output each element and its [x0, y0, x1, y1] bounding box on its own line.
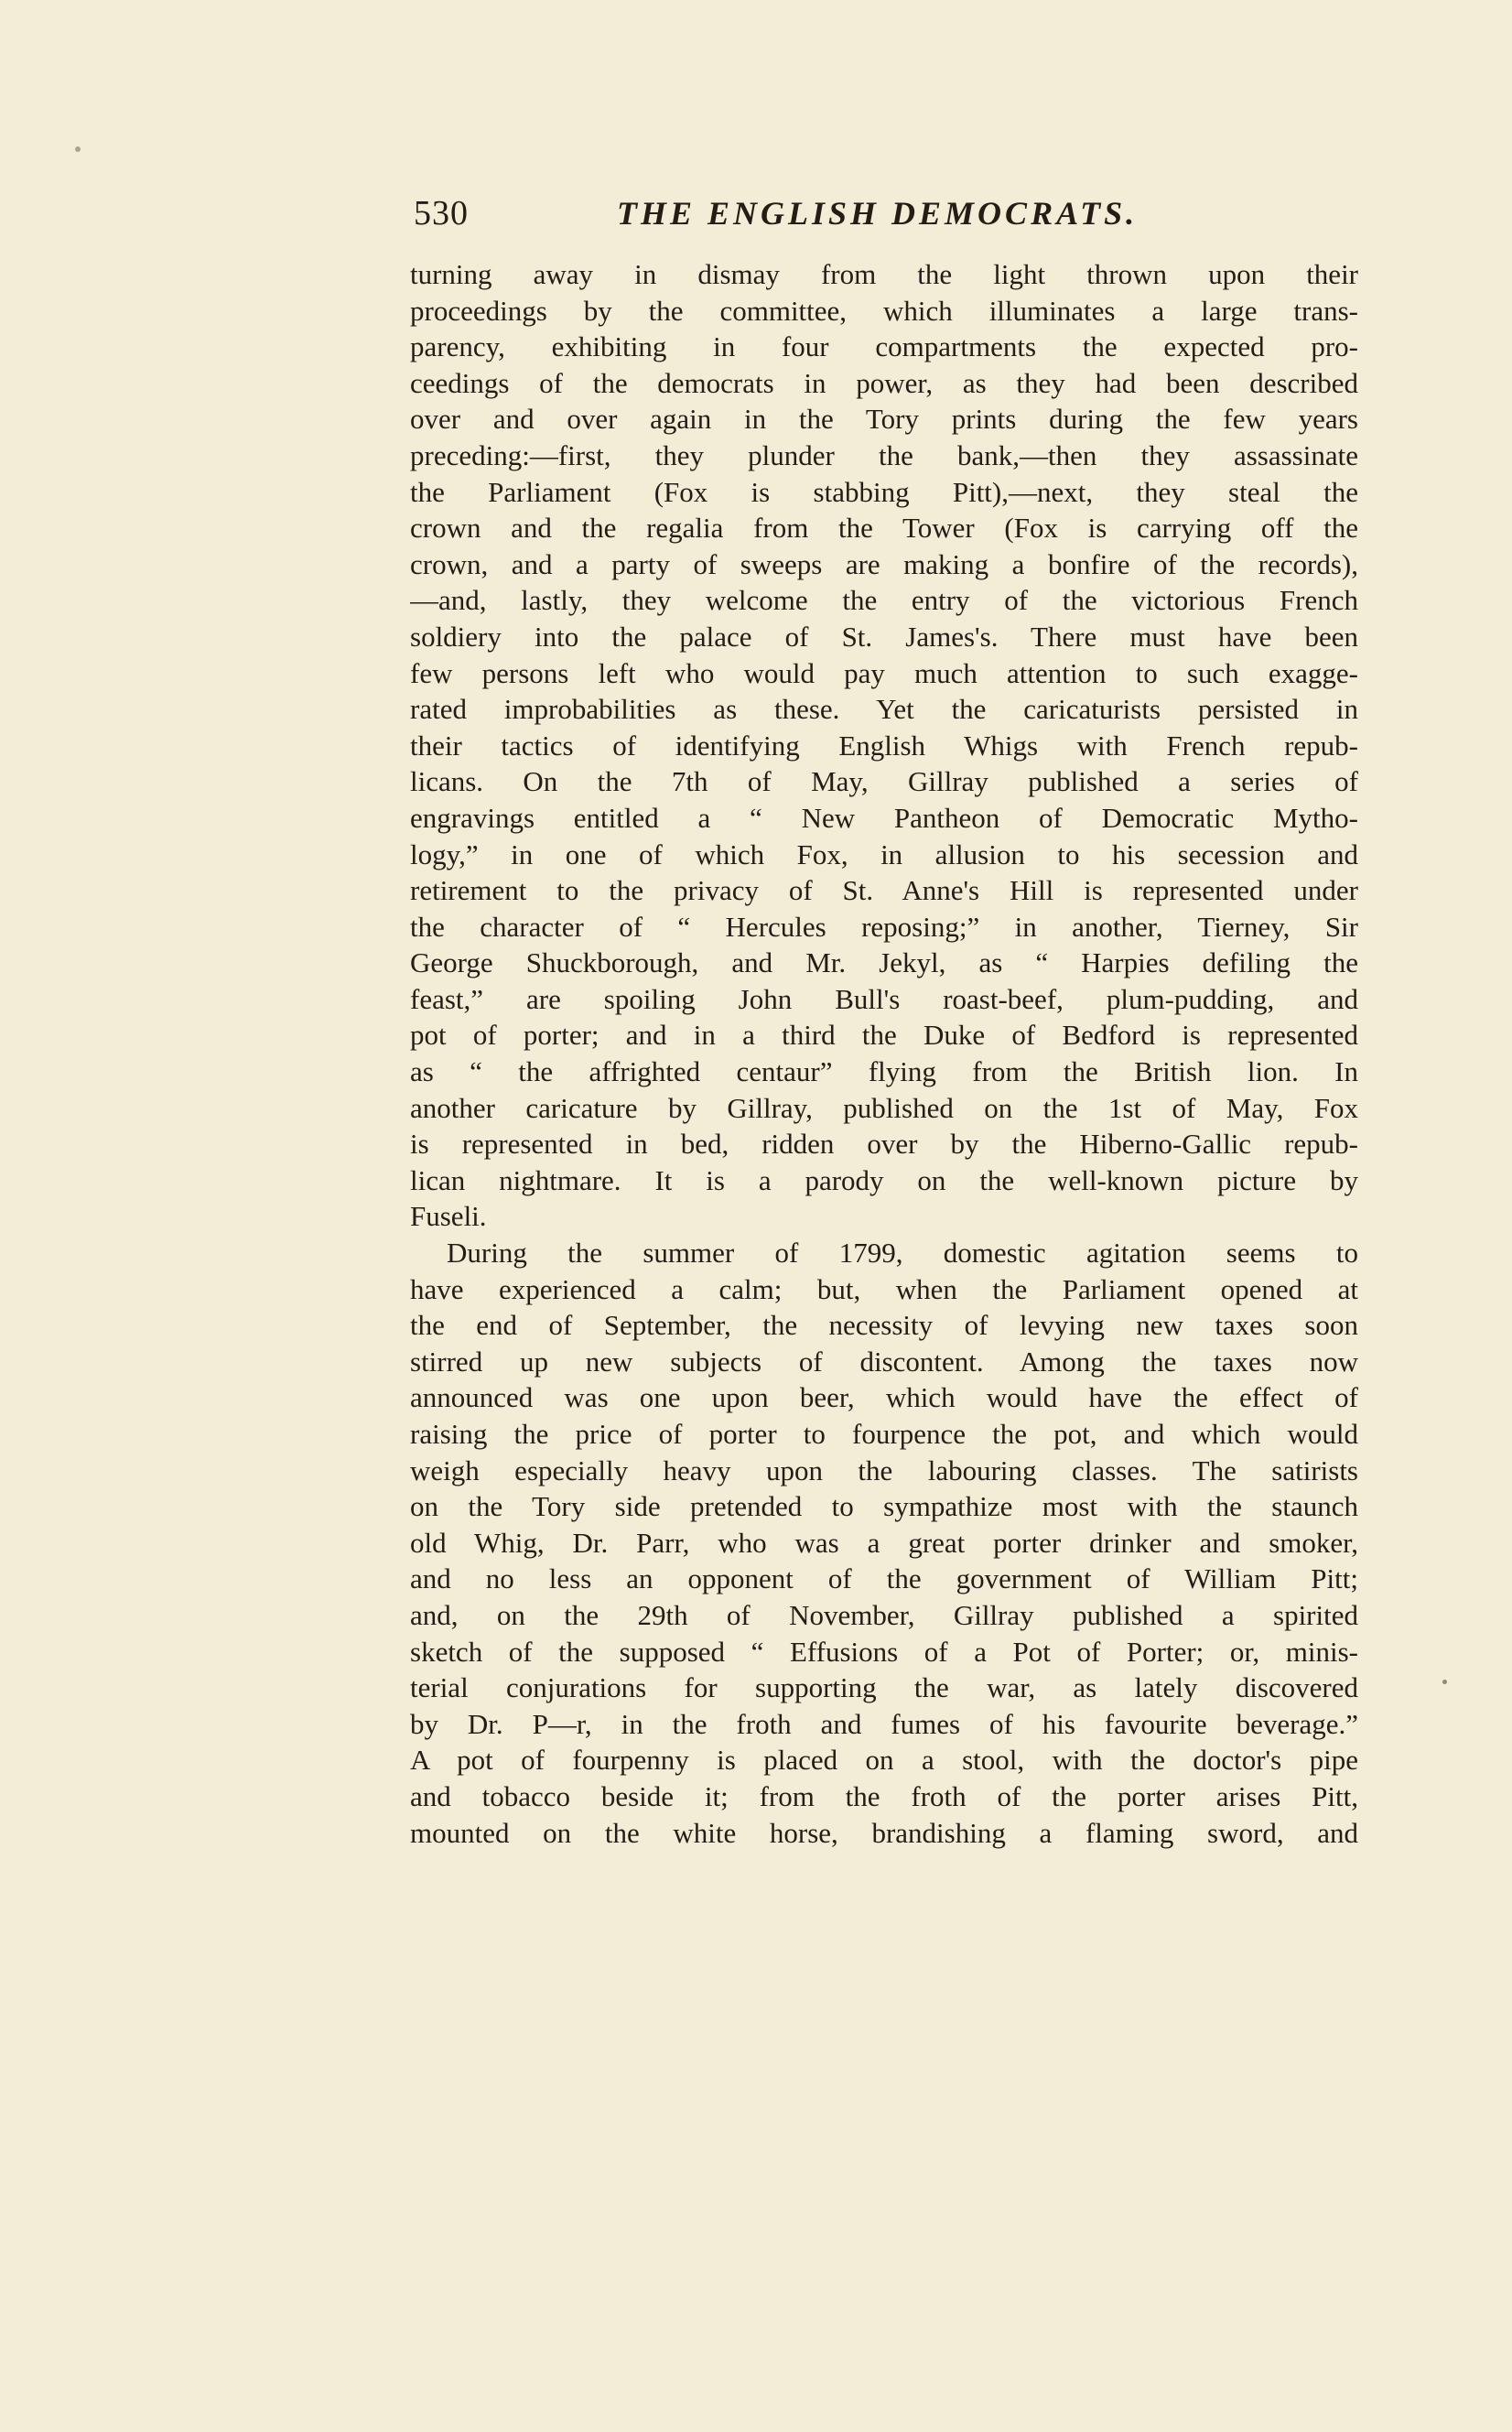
text-line: crown, and a party of sweeps are making a bonfire of the records), — [410, 547, 1358, 580]
text-line: proceedings by the committee, which illuminates a large trans- — [410, 294, 1358, 327]
text-line: rated improbabilities as these. Yet the caricaturists persisted in — [410, 693, 1358, 726]
text-line: soldiery into the palace of St. James's. There must have been — [410, 620, 1358, 653]
text-line: and no less an opponent of the government of William Pitt; — [410, 1562, 1358, 1595]
text-line: over and over again in the Tory prints during the few years — [410, 403, 1358, 436]
text-line: Fuseli. — [410, 1200, 487, 1233]
text-line: the Parliament (Fox is stabbing Pitt),—next, they steal the — [410, 475, 1358, 508]
paper-speck — [75, 146, 81, 152]
text-line: licans. On the 7th of May, Gillray published a series of — [410, 765, 1358, 798]
text-line: is represented in bed, ridden over by the Hiberno-Gallic repub- — [410, 1128, 1358, 1161]
text-line: mounted on the white horse, brandishing a flaming sword, and — [410, 1816, 1358, 1849]
paragraph — [410, 256, 1358, 1235]
text-line: announced was one upon beer, which would have the effect of — [410, 1381, 1358, 1414]
text-line: A pot of fourpenny is placed on a stool, with the doctor's pipe — [410, 1744, 1358, 1777]
text-line: by Dr. P—r, in the froth and fumes of his favourite beverage.” — [410, 1707, 1358, 1740]
text-line: and, on the 29th of November, Gillray published a spirited — [410, 1598, 1358, 1631]
text-line: pot of porter; and in a third the Duke of Bedford is represented — [410, 1019, 1358, 1052]
text-line: logy,” in one of which Fox, in allusion to his secession and — [410, 838, 1358, 870]
text-line: sketch of the supposed “ Effusions of a Pot of Porter; or, minis- — [410, 1635, 1358, 1668]
body-text — [410, 256, 1358, 1851]
text-line: preceding:—first, they plunder the bank,—then they assassinate — [410, 438, 1358, 471]
text-line: on the Tory side pretended to sympathize most with the staunch — [410, 1490, 1358, 1523]
text-line: crown and the regalia from the Tower (Fox is carrying off the — [410, 512, 1358, 545]
paper-speck — [1442, 1680, 1447, 1684]
text-line: the character of “ Hercules reposing;” in another, Tierney, Sir — [410, 910, 1358, 943]
text-line: another caricature by Gillray, published on the 1st of May, Fox — [410, 1091, 1358, 1124]
text-line: parency, exhibiting in four compartments the expected pro- — [410, 330, 1358, 363]
text-line: and tobacco beside it; from the froth of the porter arises Pitt, — [410, 1779, 1358, 1812]
text-line: During the summer of 1799, domestic agitation seems to — [447, 1237, 1358, 1270]
text-line: terial conjurations for supporting the war, as lately discovered — [410, 1671, 1358, 1704]
running-title: THE ENGLISH DEMOCRATS. — [617, 195, 1139, 232]
text-line: retirement to the privacy of St. Anne's Hill is represented under — [410, 874, 1358, 907]
text-line: as “ the affrighted centaur” flying from the British lion. In — [410, 1055, 1358, 1088]
text-line: few persons left who would pay much attention to such exagge- — [410, 656, 1358, 689]
text-line: turning away in dismay from the light thrown upon their — [410, 258, 1358, 290]
text-line: old Whig, Dr. Parr, who was a great porter drinker and smoker, — [410, 1526, 1358, 1559]
page-number: 530 — [414, 194, 469, 232]
text-line: weigh especially heavy upon the labouring classes. The satirists — [410, 1454, 1358, 1486]
text-line: have experienced a calm; but, when the Parliament opened at — [410, 1272, 1358, 1305]
text-line: feast,” are spoiling John Bull's roast-beef, plum-pudding, and — [410, 982, 1358, 1015]
text-line: lican nightmare. It is a parody on the well-known picture by — [410, 1163, 1358, 1196]
paragraph — [410, 1235, 1358, 1851]
page-header — [414, 190, 1356, 236]
text-line: stirred up new subjects of discontent. Among the taxes now — [410, 1345, 1358, 1378]
text-line: their tactics of identifying English Whigs with French repub- — [410, 729, 1358, 762]
text-line: George Shuckborough, and Mr. Jekyl, as “ Harpies defiling the — [410, 946, 1358, 979]
text-line: raising the price of porter to fourpence the pot, and which would — [410, 1418, 1358, 1450]
text-line: engravings entitled a “ New Pantheon of Democratic Mytho- — [410, 801, 1358, 834]
text-line: the end of September, the necessity of levying new taxes soon — [410, 1309, 1358, 1342]
text-line: ceedings of the democrats in power, as they had been described — [410, 366, 1358, 399]
text-line: —and, lastly, they welcome the entry of the victorious French — [410, 584, 1358, 617]
